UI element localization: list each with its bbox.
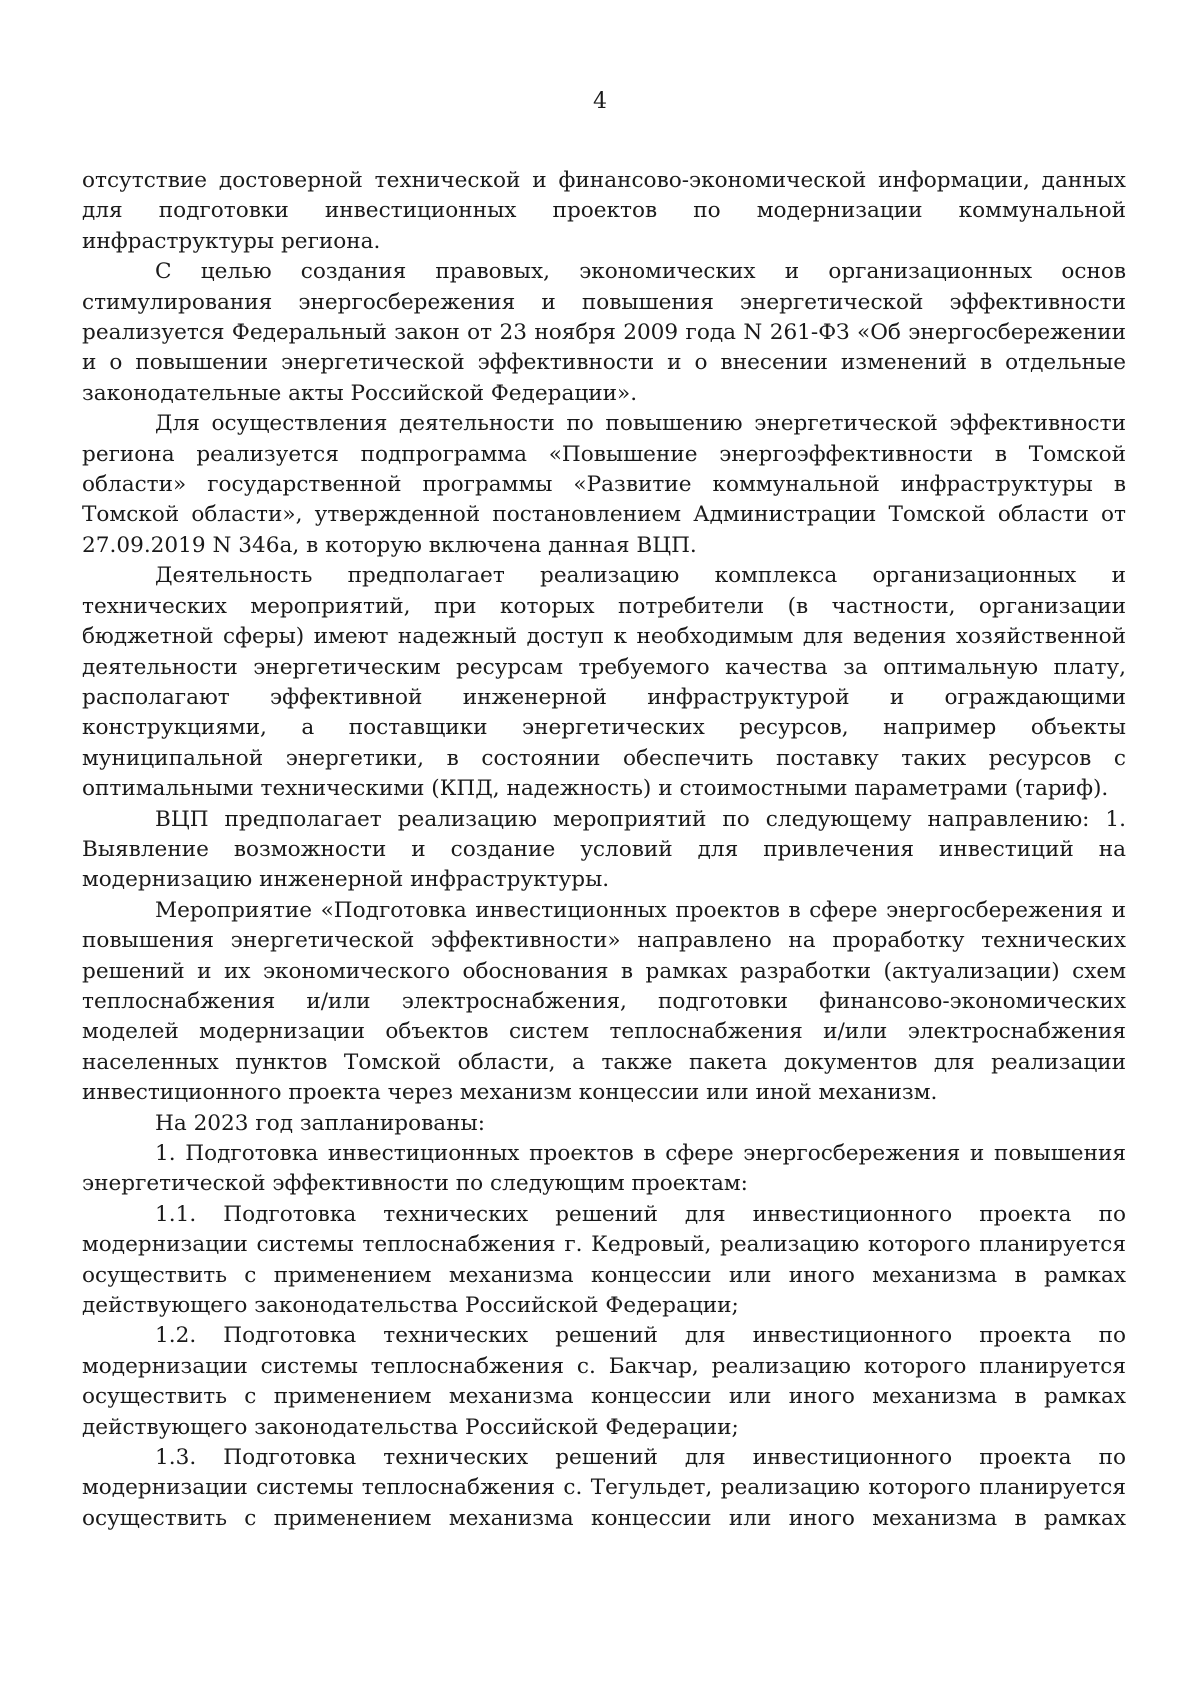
paragraph-vcp-direction: ВЦП предполагает реализацию мероприятий по следующему направлению: 1. Выявление возможности и создание условий для привлечения инвестиций на модернизацию инженерной инфраструктуры.: [82, 806, 1126, 893]
list-item-1-1: 1.1. Подготовка технических решений для инвестиционного проекта по модернизации системы теплоснабжения г. Кедровый, реализацию которого планируется осуществить с применением механизма концессии или иного механизма в рамках действующего законодательства Российской Федерации;: [82, 1201, 1126, 1319]
paragraph-federal-law: С целью создания правовых, экономических и организационных основ стимулирования энергосбережения и повышения энергетической эффективности реализуется Федеральный закон от 23 ноября 2009 года N 261-ФЗ «Об энергосбережении и о повышении энергетической эффективности и о внесении изменений в отдельные законодательные акты Российской Федерации».: [82, 259, 1126, 406]
document-body: [82, 166, 1126, 1534]
list-item-1-3: 1.3. Подготовка технических решений для инвестиционного проекта по модернизации системы теплоснабжения с. Тегульдет, реализацию которого планируется осуществить с применением механизма концессии или иного механизма в рамках: [82, 1445, 1126, 1531]
list-item-1: 1. Подготовка инвестиционных проектов в сфере энергосбережения и повышения энергетической эффективности по следующим проектам:: [82, 1141, 1126, 1197]
paragraph-activity: Деятельность предполагает реализацию комплекса организационных и технических мероприятий, при которых потребители (в частности, организации бюджетной сферы) имеют надежный доступ к необходимым для ведения хозяйственной деятельности энергетическим ресурсам требуемого качества за оптимальную плату, располагают эффективной инженерной инфраструктурой и ограждающими конструкциями, а поставщики энергетических ресурсов, например объекты муниципальной энергетики, в состоянии обеспечить поставку таких ресурсов с оптимальными техническими (КПД, надежность) и стоимостными параметрами (тариф).: [82, 563, 1126, 802]
paragraph-plan-2023: На 2023 год запланированы:: [155, 1110, 485, 1136]
paragraph-subprogram: Для осуществления деятельности по повышению энергетической эффективности региона реализуется подпрограмма «Повышение энергоэффективности в Томской области» государственной программы «Развитие коммунальной инфраструктуры в Томской области», утвержденной постановлением Администрации Томской области от 27.09.2019 N 346а, в которую включена данная ВЦП.: [82, 411, 1126, 558]
paragraph-missing-info: отсутствие достоверной технической и финансово-экономической информации, данных для подготовки инвестиционных проектов по модернизации коммунальной инфраструктуры региона.: [82, 168, 1126, 254]
page-number: 4: [593, 89, 607, 114]
list-item-1-2: 1.2. Подготовка технических решений для инвестиционного проекта по модернизации системы теплоснабжения с. Бакчар, реализацию которого планируется осуществить с применением механизма концессии или иного механизма в рамках действующего законодательства Российской Федерации;: [82, 1323, 1126, 1440]
paragraph-measure: Мероприятие «Подготовка инвестиционных проектов в сфере энергосбережения и повышения энергетической эффективности» направлено на проработку технических решений и их экономического обоснования в рамках разработки (актуализации) схем теплоснабжения и/или электроснабжения, подготовки финансово-экономических моделей модернизации объектов систем теплоснабжения и/или электроснабжения населенных пунктов Томской области, а также пакета документов для реализации инвестиционного проекта через механизм концессии или иной механизм.: [82, 897, 1126, 1106]
